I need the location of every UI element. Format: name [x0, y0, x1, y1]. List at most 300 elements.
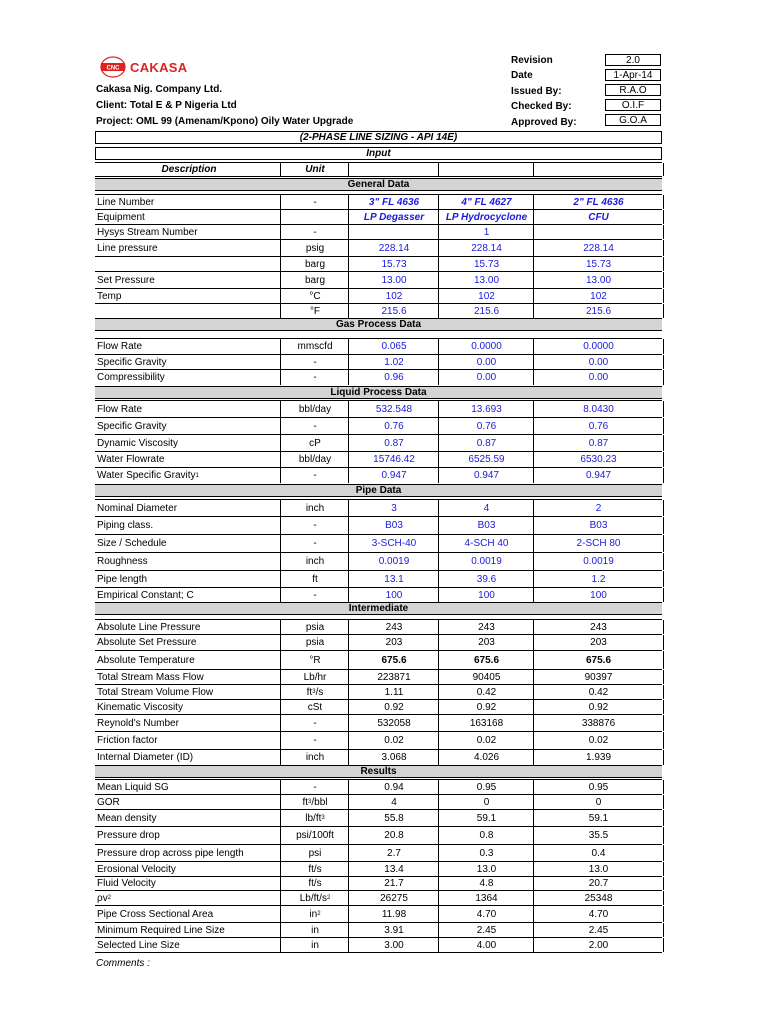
- table-row: [95, 714, 662, 731]
- unit-text: -: [313, 781, 317, 793]
- unit-text: psi/100ft: [296, 830, 334, 841]
- value-cell-3: 0.00: [533, 370, 664, 385]
- unit-text: °F: [309, 305, 321, 317]
- value-cell-3: 0.947: [533, 468, 664, 483]
- unit-text: ft/s: [308, 863, 322, 875]
- row-description: [96, 700, 281, 714]
- table-row: [95, 338, 662, 354]
- value-cell-1: 13.4: [348, 862, 439, 876]
- value-cell-3: 90397: [533, 670, 664, 684]
- row-label: Size / Schedule: [97, 538, 167, 549]
- table-row: [95, 794, 662, 809]
- unit-header: Unit: [280, 163, 349, 176]
- row-label: Equipment: [97, 211, 145, 223]
- value-cell-1: [348, 225, 439, 239]
- row-description: [96, 780, 281, 794]
- value-cell-1: LP Degasser: [348, 210, 439, 224]
- table-row: [95, 552, 662, 570]
- table-row: [95, 451, 662, 467]
- section-header: Results: [95, 765, 662, 778]
- value-cell-3: 0.87: [533, 435, 664, 451]
- row-label: Pressure drop across pipe length: [97, 847, 244, 859]
- value-cell-1: 3: [348, 500, 439, 516]
- row-description: [96, 517, 281, 534]
- row-description: [96, 435, 281, 451]
- revision-label: Revision: [511, 55, 553, 66]
- unit-text: -: [313, 538, 317, 549]
- table-row: [95, 288, 662, 303]
- row-description: [96, 923, 281, 937]
- value-cell-3: 243: [533, 620, 664, 634]
- table-row: [95, 905, 662, 922]
- value-cell-2: 0.42: [438, 685, 534, 699]
- value-cell-3: 6530.23: [533, 452, 664, 467]
- row-label: Friction factor: [97, 735, 158, 746]
- row-label: Kinematic Viscosity: [97, 701, 183, 713]
- row-unit: [280, 732, 349, 749]
- row-description: [96, 355, 281, 369]
- value-cell-2: 100: [438, 588, 534, 602]
- value-cell-2: LP Hydrocyclone: [438, 210, 534, 224]
- row-unit: [280, 923, 349, 937]
- table-row: [95, 809, 662, 826]
- row-unit: [280, 517, 349, 534]
- logo-badge-text: CNC: [106, 65, 120, 72]
- value-cell-3: 338876: [533, 715, 664, 731]
- input-label: Input: [95, 147, 662, 160]
- value-cell-3: 35.5: [533, 827, 664, 844]
- table-row: [95, 650, 662, 669]
- row-unit: [280, 289, 349, 303]
- row-unit: [280, 272, 349, 288]
- logo-text: CAKASA: [130, 60, 188, 75]
- row-unit: [280, 500, 349, 516]
- row-unit: [280, 370, 349, 385]
- company-name: Cakasa Nig. Company Ltd.: [96, 84, 223, 95]
- unit-text: in: [311, 939, 319, 951]
- unit-text: -: [313, 589, 317, 601]
- value-cell-1: 3.068: [348, 750, 439, 765]
- value-cell-2: 0.95: [438, 780, 534, 794]
- value-cell-1: 55.8: [348, 810, 439, 826]
- row-description: [96, 553, 281, 570]
- table-row: [95, 534, 662, 552]
- value-cell-2: 4-SCH 40: [438, 535, 534, 552]
- table-row: [95, 731, 662, 749]
- unit-text: barg: [304, 274, 325, 286]
- value-cell-1: 15.73: [348, 257, 439, 271]
- row-label: Internal Diameter (ID): [97, 752, 194, 763]
- row-description: [96, 620, 281, 634]
- value-cell-2: 4.026: [438, 750, 534, 765]
- row-unit: [280, 845, 349, 861]
- unit-text: psia: [305, 637, 325, 648]
- row-label: Absolute Set Pressure: [97, 637, 197, 648]
- table-row: [95, 826, 662, 844]
- value-cell-2: B03: [438, 517, 534, 534]
- row-unit: [280, 670, 349, 684]
- value-cell-2: 0.00: [438, 370, 534, 385]
- row-label: Set Pressure: [97, 274, 155, 286]
- row-description: [96, 304, 281, 318]
- value-cell-3: 59.1: [533, 810, 664, 826]
- row-label: Absolute Temperature: [97, 654, 195, 666]
- table-row: [95, 417, 662, 434]
- checked-label: Checked By:: [511, 101, 572, 112]
- row-label: Pipe Cross Sectional Area: [97, 908, 214, 920]
- value-cell-1: 3.91: [348, 923, 439, 937]
- row-label: Dynamic Viscosity: [97, 437, 178, 449]
- unit-text: in: [311, 924, 319, 936]
- value-cell-2: 675.6: [438, 651, 534, 669]
- row-unit: [280, 620, 349, 634]
- value-cell-2: 0.00: [438, 355, 534, 369]
- value-cell-2: 59.1: [438, 810, 534, 826]
- row-unit: [280, 195, 349, 209]
- row-unit: [280, 535, 349, 552]
- row-unit: [280, 401, 349, 417]
- value-cell-1: 215.6: [348, 304, 439, 318]
- value-cell-1: 0.02: [348, 732, 439, 749]
- row-label: Mean Liquid SG: [97, 781, 169, 793]
- row-unit: [280, 715, 349, 731]
- row-description: [96, 862, 281, 876]
- value-cell-1: 0.96: [348, 370, 439, 385]
- row-description: [96, 877, 281, 890]
- value-cell-2: 0.76: [438, 418, 534, 434]
- row-unit: [280, 651, 349, 669]
- row-label: Fluid Velocity: [97, 878, 156, 889]
- value-cell-2: 0.3: [438, 845, 534, 861]
- table-row: [95, 224, 662, 239]
- value-cell-3: 2.00: [533, 938, 664, 952]
- value-cell-2: 2.45: [438, 923, 534, 937]
- row-description: [96, 500, 281, 516]
- unit-text: -: [313, 520, 317, 531]
- row-description: [96, 418, 281, 434]
- value-cell-3: 0.0000: [533, 339, 664, 354]
- value-cell-2: 1364: [438, 891, 534, 905]
- date-value: 1-Apr-14: [605, 69, 661, 81]
- row-label: Water Specific Gravity: [97, 470, 196, 481]
- value-cell-2: 102: [438, 289, 534, 303]
- approved-label: Approved By:: [511, 117, 577, 128]
- sheet-title: (2-PHASE LINE SIZING - API 14E): [95, 131, 662, 144]
- value-cell-3: 0.00: [533, 355, 664, 369]
- table-row: [95, 369, 662, 385]
- value-cell-1: 1.11: [348, 685, 439, 699]
- value-cell-1: 0.94: [348, 780, 439, 794]
- row-unit: [280, 355, 349, 369]
- row-description: [96, 535, 281, 552]
- unit-text: cP: [309, 437, 321, 449]
- row-description: [96, 827, 281, 844]
- value-cell-1: 0.0019: [348, 553, 439, 570]
- value-cell-3: 100: [533, 588, 664, 602]
- value-cell-2: 0: [438, 795, 534, 809]
- value-cell-1: 3" FL 4636: [348, 195, 439, 209]
- row-description: [96, 938, 281, 952]
- value-cell-2: 90405: [438, 670, 534, 684]
- value-cell-1: 675.6: [348, 651, 439, 669]
- unit-text: -: [313, 372, 317, 383]
- table-row: [95, 937, 662, 952]
- value-cell-3: 8.0430: [533, 401, 664, 417]
- unit-text: -: [313, 420, 317, 432]
- row-description: ρv 2: [97, 892, 112, 904]
- row-description: Water Specific Gravity 1: [97, 470, 199, 481]
- value-cell-1: 0.947: [348, 468, 439, 483]
- section-header: Intermediate: [95, 602, 662, 615]
- section-header: General Data: [95, 178, 662, 191]
- unit-text: -: [313, 470, 317, 481]
- row-label: Total Stream Mass Flow: [97, 671, 204, 683]
- unit-text: psi: [308, 847, 322, 859]
- row-description: [96, 795, 281, 809]
- unit-text: Lb/hr: [303, 671, 327, 683]
- row-description: [96, 635, 281, 650]
- value-cell-1: 0.92: [348, 700, 439, 714]
- unit-text: in: [309, 908, 318, 920]
- row-unit: [280, 571, 349, 587]
- row-description: [96, 272, 281, 288]
- value-cell-3: 13.00: [533, 272, 664, 288]
- row-unit: [280, 468, 349, 483]
- row-unit: [280, 225, 349, 239]
- value-cell-3: 25348: [533, 891, 664, 905]
- value-cell-3: 0.02: [533, 732, 664, 749]
- value-cell-2: 4: [438, 500, 534, 516]
- row-label: Piping class.: [97, 520, 154, 531]
- row-label: Temp: [97, 290, 122, 302]
- unit-text: ft: [306, 686, 313, 698]
- row-unit: Lb/ft/s 2: [280, 891, 349, 905]
- row-label: Line Number: [97, 196, 155, 208]
- row-label: Pressure drop: [97, 830, 160, 841]
- row-label: Flow Rate: [97, 341, 143, 352]
- row-label: Minimum Required Line Size: [97, 924, 225, 936]
- value-cell-3: [533, 225, 664, 239]
- value-cell-3: 2" FL 4636: [533, 195, 664, 209]
- value-cell-1: 100: [348, 588, 439, 602]
- row-unit: lb/ft 3: [280, 810, 349, 826]
- value-cell-1: 21.7: [348, 877, 439, 890]
- value-cell-2: 13.0: [438, 862, 534, 876]
- value-cell-1: 26275: [348, 891, 439, 905]
- value-cell-3: 0.4: [533, 845, 664, 861]
- row-label: Mean density: [97, 812, 157, 824]
- row-label: Absolute Line Pressure: [97, 621, 201, 633]
- value-cell-3: 4.70: [533, 906, 664, 922]
- value-cell-2: 4.00: [438, 938, 534, 952]
- row-label: Reynold's Number: [97, 717, 179, 729]
- value-cell-3: 203: [533, 635, 664, 650]
- table-row: [95, 194, 662, 209]
- row-unit: ft 3 /bbl: [280, 795, 349, 809]
- row-description: [96, 588, 281, 602]
- row-label: Empirical Constant; C: [97, 589, 194, 601]
- value-cell-1: 4: [348, 795, 439, 809]
- row-description: [96, 452, 281, 467]
- table-row: [95, 699, 662, 714]
- value-cell-1: 532058: [348, 715, 439, 731]
- table-row: [95, 209, 662, 224]
- unit-text: inch: [305, 752, 325, 763]
- value-cell-2: 0.0000: [438, 339, 534, 354]
- value-cell-1: 0.87: [348, 435, 439, 451]
- value-cell-3: 15.73: [533, 257, 664, 271]
- table-row: [95, 779, 662, 794]
- table-row: [95, 516, 662, 534]
- value-cell-2: 0.02: [438, 732, 534, 749]
- row-label: Erosional Velocity: [97, 863, 176, 875]
- table-row: [95, 876, 662, 890]
- row-label: Total Stream Volume Flow: [97, 686, 214, 698]
- section-header: Gas Process Data: [95, 318, 662, 331]
- row-description: [96, 370, 281, 385]
- table-row: [95, 239, 662, 256]
- value-cell-3: 0.42: [533, 685, 664, 699]
- section-header: Liquid Process Data: [95, 386, 662, 399]
- row-description: [96, 651, 281, 669]
- approved-value: G.O.A: [605, 114, 661, 126]
- table-row: [95, 499, 662, 516]
- client-name: Client: Total E & P Nigeria Ltd: [96, 100, 237, 111]
- value-cell-3: 2.45: [533, 923, 664, 937]
- value-cell-1: 13.00: [348, 272, 439, 288]
- value-cell-3: 102: [533, 289, 664, 303]
- row-label: Roughness: [97, 556, 148, 567]
- row-unit: [280, 877, 349, 890]
- table-row: [95, 844, 662, 861]
- unit-text: lb/ft: [305, 812, 322, 824]
- value-cell-1: 0.76: [348, 418, 439, 434]
- row-unit: [280, 588, 349, 602]
- project-name: Project: OML 99 (Amenam/Kpono) Oily Water Upgrade: [96, 116, 354, 127]
- value-cell-2: 0.8: [438, 827, 534, 844]
- unit-text: -: [313, 196, 317, 208]
- row-description: [96, 810, 281, 826]
- value-cell-2: 163168: [438, 715, 534, 731]
- row-label: Hysys Stream Number: [97, 226, 198, 238]
- value-cell-3: CFU: [533, 210, 664, 224]
- row-description: [96, 257, 281, 271]
- unit-text: -: [313, 717, 317, 729]
- row-unit: [280, 862, 349, 876]
- value-cell-3: 1.939: [533, 750, 664, 765]
- row-description: [96, 571, 281, 587]
- value-cell-3: 20.7: [533, 877, 664, 890]
- unit-text: psig: [305, 242, 325, 254]
- unit-text: ft: [312, 573, 318, 585]
- row-description: [96, 750, 281, 765]
- row-description: [96, 715, 281, 731]
- value-cell-2: 4.70: [438, 906, 534, 922]
- unit-tail: /bbl: [311, 796, 328, 808]
- table-row: [95, 749, 662, 765]
- row-description: [96, 401, 281, 417]
- value-cell-1: 228.14: [348, 240, 439, 256]
- unit-text: cSt: [307, 701, 323, 713]
- value-cell-3: 0.92: [533, 700, 664, 714]
- table-row: [95, 587, 662, 602]
- row-label: Nominal Diameter: [97, 502, 178, 514]
- value-cell-2: 203: [438, 635, 534, 650]
- row-description: [96, 732, 281, 749]
- table-row: [95, 619, 662, 634]
- value-cell-1: B03: [348, 517, 439, 534]
- row-unit: ft 3 /s: [280, 685, 349, 699]
- unit-tail: /s: [315, 686, 324, 698]
- row-label: Line pressure: [97, 242, 158, 254]
- issued-value: R.A.O: [605, 84, 661, 96]
- unit-text: ft/s: [308, 878, 322, 889]
- value-cell-1: 15746.42: [348, 452, 439, 467]
- row-label: Water Flowrate: [97, 454, 165, 465]
- value-cell-3: 0.0019: [533, 553, 664, 570]
- unit-text: -: [313, 735, 317, 746]
- section-header: Pipe Data: [95, 484, 662, 497]
- value-cell-3: 1.2: [533, 571, 664, 587]
- value-cell-3: 13.0: [533, 862, 664, 876]
- row-description: [96, 289, 281, 303]
- value-cell-3: 2: [533, 500, 664, 516]
- unit-text: ft: [302, 796, 309, 808]
- value-cell-2: 0.92: [438, 700, 534, 714]
- row-unit: [280, 553, 349, 570]
- row-description: [96, 195, 281, 209]
- row-description: [96, 906, 281, 922]
- table-row: [95, 861, 662, 876]
- row-unit: [280, 780, 349, 794]
- unit-text: °R: [309, 654, 321, 666]
- row-label: Selected Line Size: [97, 939, 180, 951]
- row-unit: [280, 240, 349, 256]
- column-header-row: [95, 162, 662, 177]
- table-row: [95, 669, 662, 684]
- checked-value: O.I.F: [605, 99, 661, 111]
- table-row: [95, 684, 662, 699]
- value-cell-2: 4" FL 4627: [438, 195, 534, 209]
- row-unit: in 2: [280, 906, 349, 922]
- row-label: Pipe length: [97, 573, 148, 585]
- row-label: GOR: [97, 796, 120, 808]
- row-label: Specific Gravity: [97, 420, 167, 432]
- value-cell-1: 3-SCH-40: [348, 535, 439, 552]
- value-cell-3: 228.14: [533, 240, 664, 256]
- unit-text: °C: [309, 290, 321, 302]
- unit-text: -: [313, 356, 317, 368]
- row-unit: [280, 452, 349, 467]
- unit-text: mmscfd: [297, 341, 333, 352]
- value-cell-1: 243: [348, 620, 439, 634]
- value-cell-3: 0.76: [533, 418, 664, 434]
- value-cell-1: 223871: [348, 670, 439, 684]
- value-cell-2: 6525.59: [438, 452, 534, 467]
- row-description: [96, 685, 281, 699]
- value-cell-2: 215.6: [438, 304, 534, 318]
- table-row: [95, 634, 662, 650]
- row-label: Specific Gravity: [97, 356, 167, 368]
- table-row: [95, 256, 662, 271]
- table-row: [95, 434, 662, 451]
- row-unit: [280, 435, 349, 451]
- company-logo: [100, 54, 200, 80]
- row-description: [96, 845, 281, 861]
- comments-label: Comments :: [96, 958, 150, 969]
- table-bottom-border: [95, 952, 662, 953]
- date-label: Date: [511, 70, 533, 81]
